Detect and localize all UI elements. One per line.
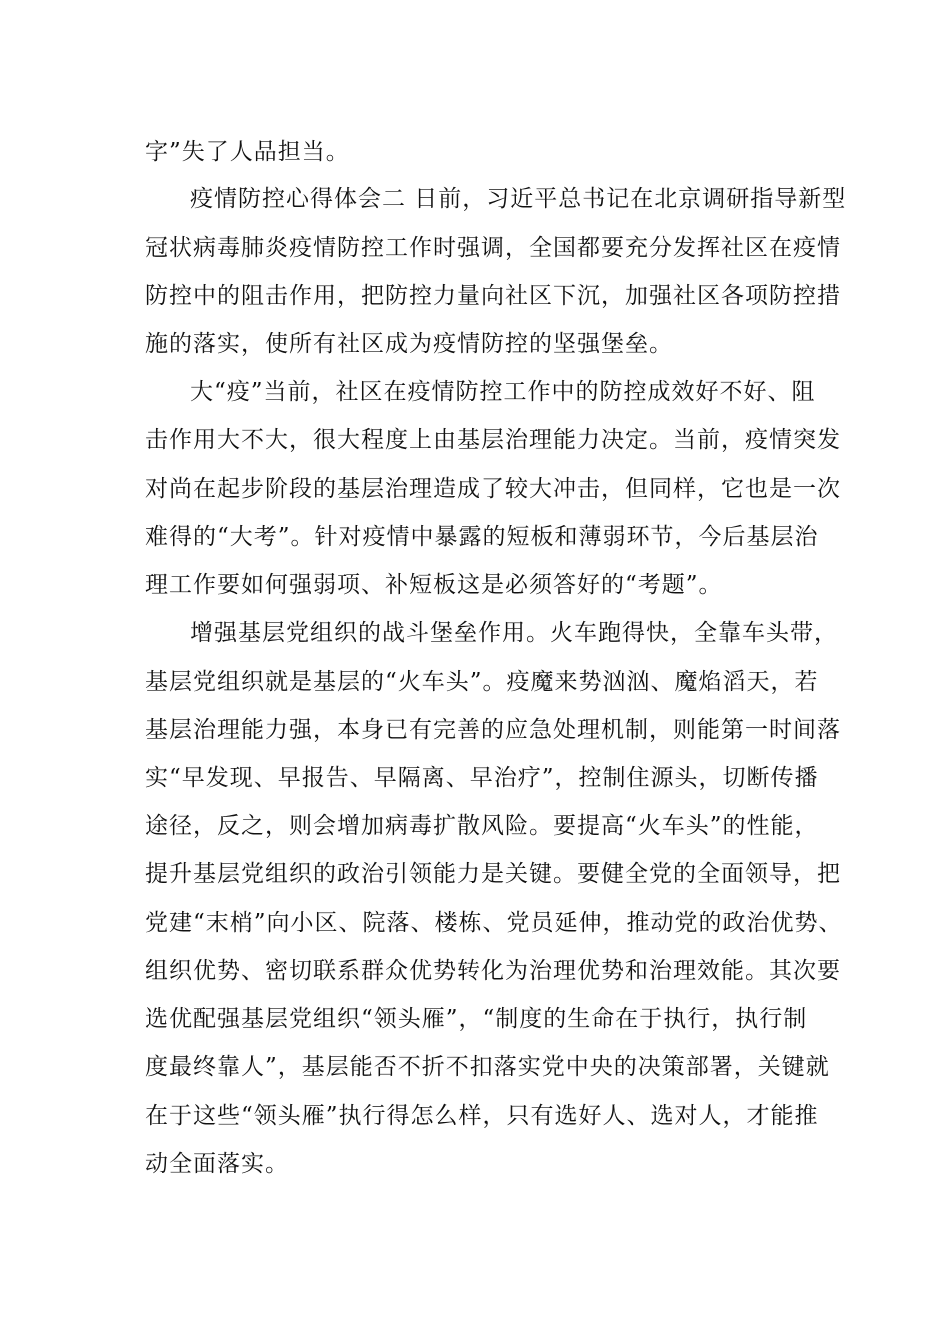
text-line-16: 提升基层党组织的政治引领能力是关键。要健全党的全面领导，把	[145, 861, 841, 887]
text-line-4: 防控中的阻击作用，把防控力量向社区下沉，加强社区各项防控措	[145, 283, 841, 309]
text-line-13: 基层治理能力强，本身已有完善的应急处理机制，则能第一时间落	[145, 717, 841, 743]
text-line-15: 途径，反之，则会增加病毒扩散风险。要提高“火车头”的性能，	[145, 813, 819, 839]
text-line-6: 大“疫”当前，社区在疫情防控工作中的防控成效好不好、阻	[190, 379, 816, 405]
text-line-17: 党建“末梢”向小区、院落、楼栋、党员延伸，推动党的政治优势、	[145, 910, 843, 936]
text-line-14: 实“早发现、早报告、早隔离、早治疗”，控制住源头，切断传播	[145, 765, 819, 791]
text-line-21: 在于这些“领头雁”执行得怎么样，只有选好人、选对人，才能推	[145, 1103, 819, 1129]
text-line-12: 基层党组织就是基层的“火车头”。疫魔来势汹汹、魔焰滔天，若	[145, 669, 819, 695]
text-line-20: 度最终靠人”，基层能否不折不扣落实党中央的决策部署，关键就	[145, 1054, 830, 1080]
text-line-5: 施的落实，使所有社区成为疫情防控的坚强堡垒。	[145, 331, 673, 357]
text-line-1: 字”失了人品担当。	[145, 139, 350, 165]
text-line-9: 难得的“大考”。针对疫情中暴露的短板和薄弱环节，今后基层治	[145, 524, 819, 550]
text-line-10: 理工作要如何强弱项、补短板这是必须答好的“考题”。	[145, 572, 723, 598]
text-line-19: 选优配强基层党组织“领头雁”，“制度的生命在于执行，执行制	[145, 1006, 808, 1032]
text-line-7: 击作用大不大，很大程度上由基层治理能力决定。当前，疫情突发	[145, 427, 841, 453]
text-line-18: 组织优势、密切联系群众优势转化为治理优势和治理效能。其次要	[145, 958, 841, 984]
text-line-3: 冠状病毒肺炎疫情防控工作时强调，全国都要充分发挥社区在疫情	[145, 235, 841, 261]
text-line-22: 动全面落实。	[145, 1151, 289, 1177]
text-line-2: 疫情防控心得体会二 日前，习近平总书记在北京调研指导新型	[190, 186, 847, 212]
text-line-8: 对尚在起步阶段的基层治理造成了较大冲击，但同样，它也是一次	[145, 476, 841, 502]
text-line-11: 增强基层党组织的战斗堡垒作用。火车跑得快，全靠车头带，	[190, 620, 838, 646]
